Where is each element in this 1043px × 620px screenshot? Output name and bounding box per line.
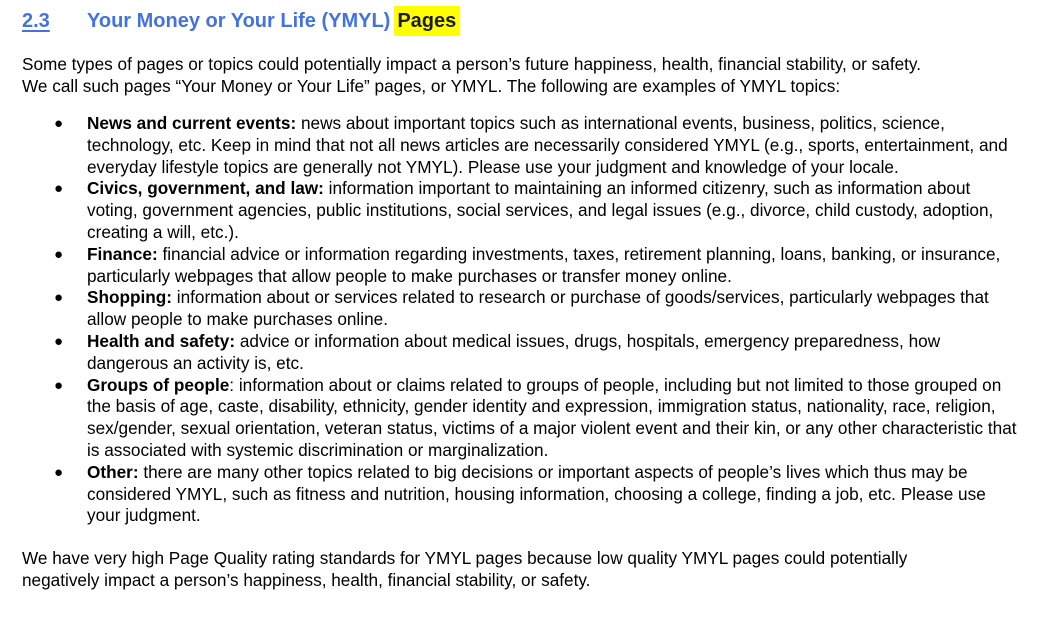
closing-paragraph bbox=[22, 548, 1022, 591]
list-item bbox=[22, 178, 1022, 243]
section-title-highlight: Pages bbox=[394, 6, 460, 36]
topic-term: Groups of people bbox=[87, 374, 230, 395]
list-item bbox=[22, 244, 1022, 288]
bullet-icon: ● bbox=[54, 115, 64, 132]
topic-description: financial advice or information regarding investments, taxes, retirement planning, loans, banking, or insurance, particularly webpages that allow people to make purchases or transfer money online. bbox=[87, 243, 1001, 286]
topic-description: : information about or claims related to groups of people, including but not limited to those grouped on the basis of age, caste, disability, ethnicity, gender identity and expression, immigration status, nationality, race, religion, sex/gender, sexual orientation, veteran status, victims of a major violent event and their kin, or any other characteristic that is associated with systemic discrimination or marginalization. bbox=[87, 374, 1017, 460]
topic-term: Other: bbox=[87, 461, 139, 482]
list-item bbox=[22, 462, 1022, 527]
ymyl-topic-list bbox=[22, 113, 1022, 527]
bullet-icon: ● bbox=[54, 376, 64, 394]
topic-description: information about or services related to research or purchase of goods/services, particularly webpages that allow people to make purchases online. bbox=[87, 287, 989, 330]
list-item bbox=[22, 287, 1022, 331]
bullet-icon: ● bbox=[54, 245, 64, 263]
topic-term: Shopping: bbox=[87, 287, 172, 308]
topic-term: Finance: bbox=[87, 243, 158, 264]
topic-description: news about important topics such as international events, business, politics, science, technology, etc. Keep in mind that not all news articles are necessarily considered YMYL (e.g., sports, entertainment, and everyday lifestyle topics are generally not YMYL). Please use your judgment and knowledge of your locale. bbox=[87, 113, 1008, 177]
closing-line-2: negatively impact a person’s happiness, health, financial stability, or safety. bbox=[22, 569, 591, 590]
topic-term: Health and safety: bbox=[87, 330, 236, 351]
bullet-icon: ● bbox=[54, 463, 64, 481]
bullet-icon: ● bbox=[54, 180, 64, 198]
topic-term: Civics, government, and law: bbox=[87, 178, 324, 199]
intro-line-1: Some types of pages or topics could potentially impact a person’s future happiness, health, financial stability, or safety. bbox=[22, 54, 922, 74]
topic-term: News and current events: bbox=[87, 113, 297, 133]
topic-description: information important to maintaining an informed citizenry, such as information about voting, government agencies, public institutions, social services, and legal issues (e.g., divorce, child custody, adoption, creating a will, etc.). bbox=[87, 178, 994, 242]
section-heading bbox=[22, 6, 1043, 36]
list-item bbox=[22, 331, 1022, 375]
intro-line-2: We call such pages “Your Money or Your Life” pages, or YMYL. The following are examples of YMYL topics: bbox=[22, 75, 841, 96]
topic-description: advice or information about medical issues, drugs, hospitals, emergency preparedness, how dangerous an activity is, etc. bbox=[87, 330, 941, 373]
bullet-icon: ● bbox=[54, 332, 64, 350]
list-item bbox=[22, 113, 1022, 178]
closing-line-1: We have very high Page Quality rating standards for YMYL pages because low quality YMYL pages could potentially bbox=[22, 548, 908, 569]
list-item bbox=[22, 375, 1022, 462]
section-title: Your Money or Your Life (YMYL) bbox=[87, 9, 391, 32]
bullet-icon: ● bbox=[54, 289, 64, 307]
topic-description: there are many other topics related to big decisions or important aspects of people’s lives which thus may be considered YMYL, such as fitness and nutrition, housing information, choosing a college, finding a job, etc. Please use your judgment. bbox=[87, 461, 986, 526]
intro-paragraph bbox=[22, 54, 1022, 97]
section-number: 2.3 bbox=[22, 9, 50, 32]
